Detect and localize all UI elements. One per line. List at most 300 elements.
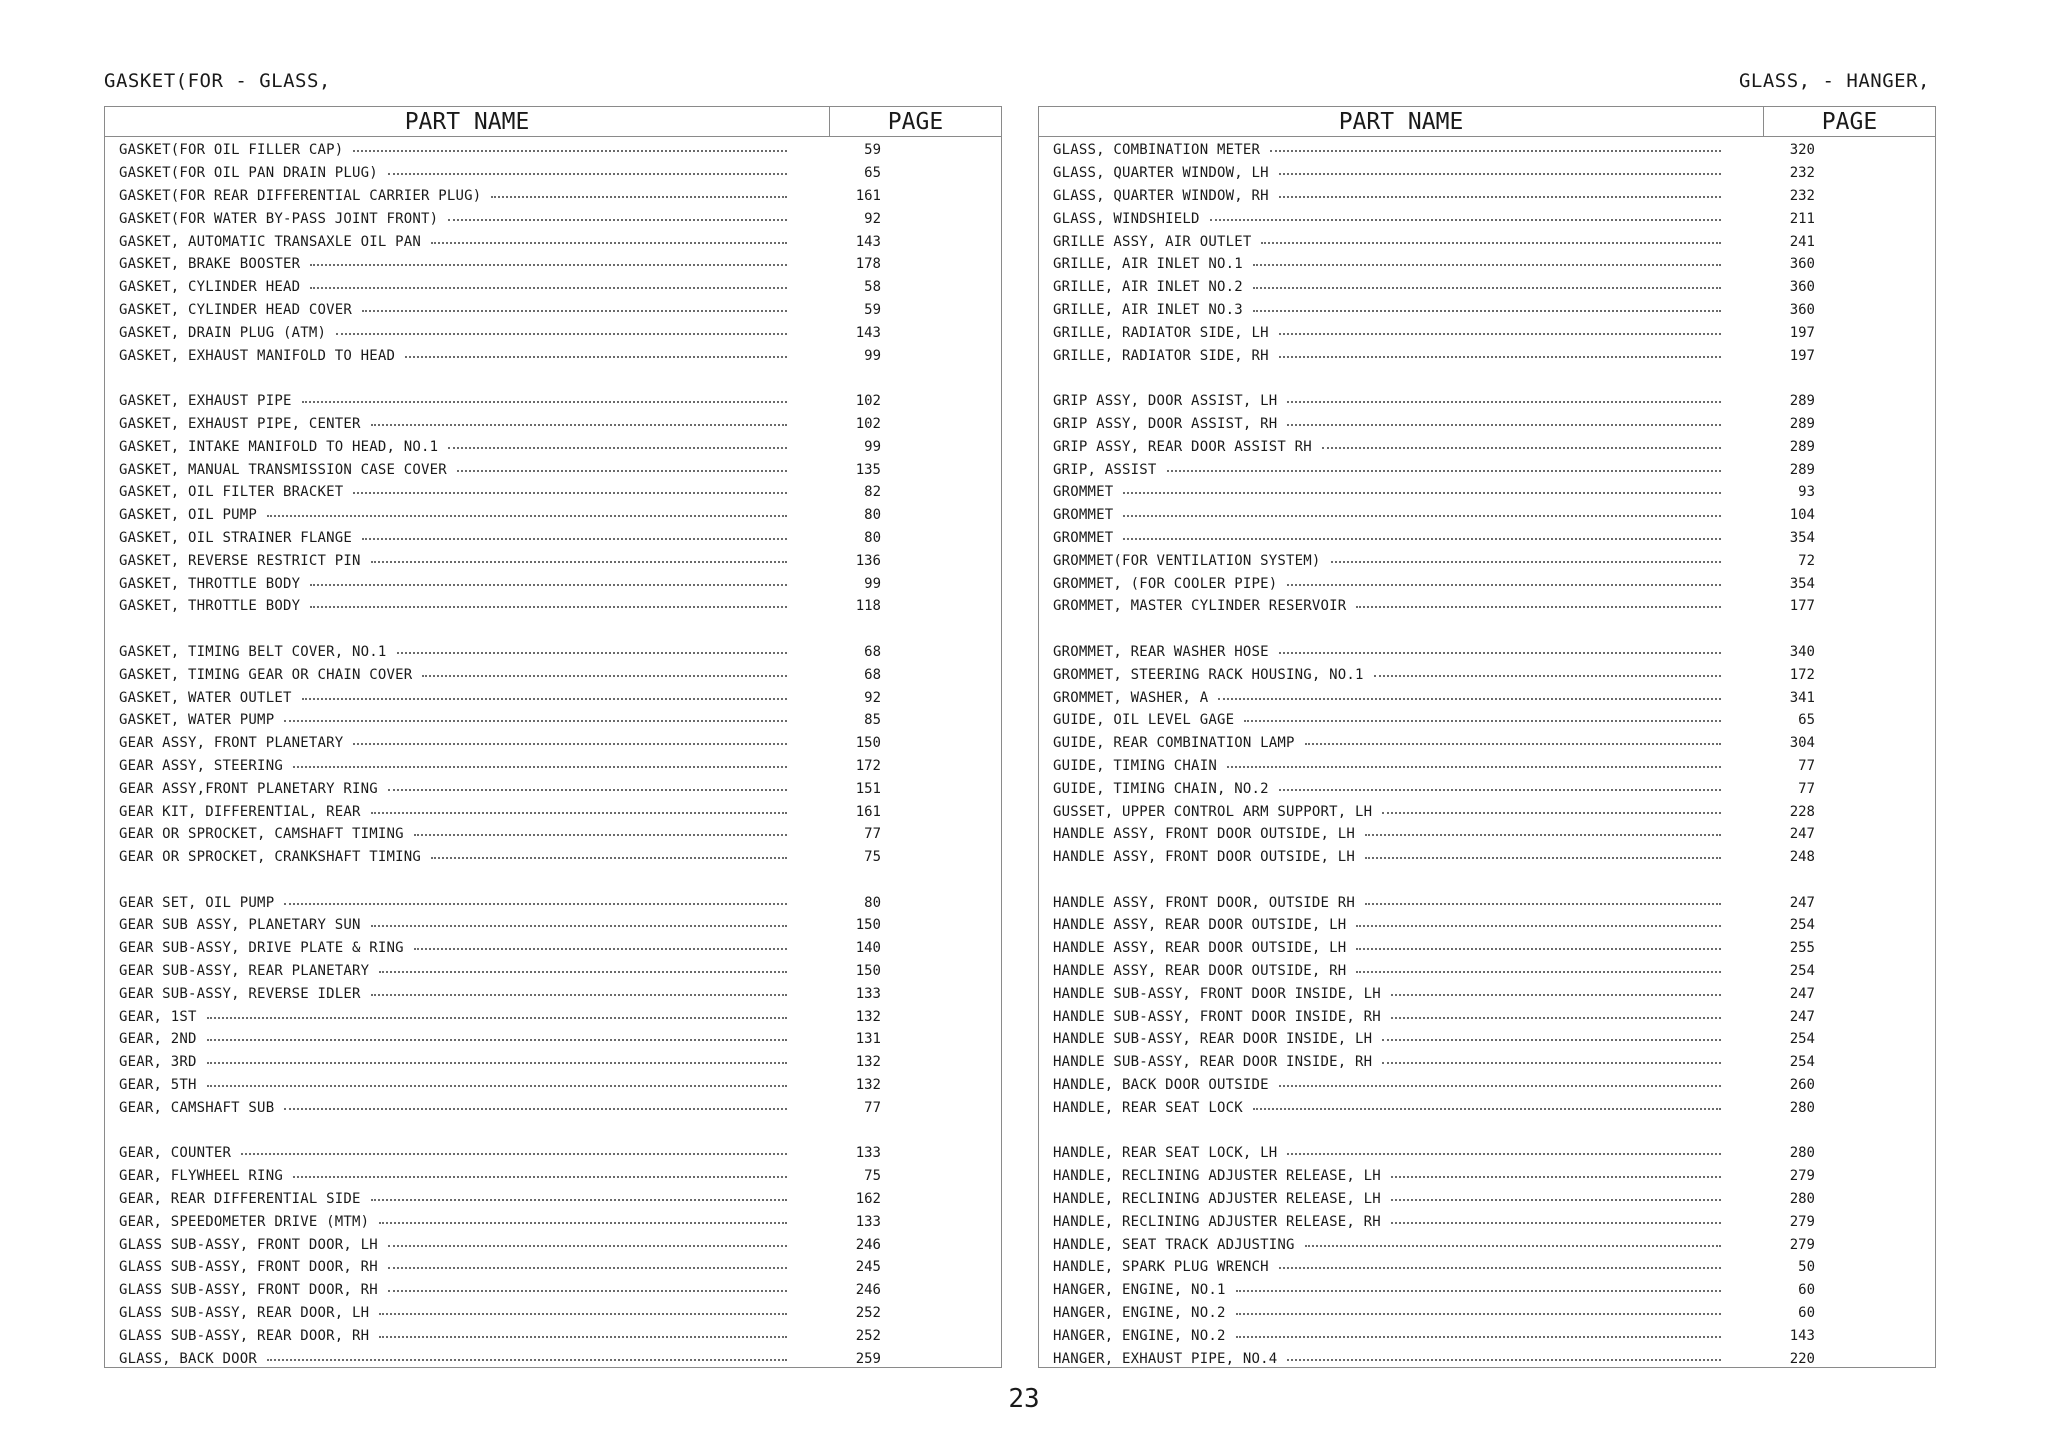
- dot-leader: [267, 515, 787, 517]
- part-name: GEAR SUB-ASSY, REAR PLANETARY: [119, 963, 370, 980]
- dot-leader: [1305, 743, 1721, 745]
- table-row: [105, 413, 1001, 436]
- part-name: HANGER, ENGINE, NO.2: [1053, 1305, 1226, 1322]
- dot-leader: [379, 971, 787, 973]
- table-row: [105, 1074, 1001, 1097]
- part-name: GLASS, COMBINATION METER: [1053, 142, 1261, 159]
- part-name: GLASS, QUARTER WINDOW, RH: [1053, 187, 1269, 204]
- part-name-cell: [1039, 256, 1721, 272]
- page-ref: 304: [1789, 735, 1815, 752]
- table-body: [105, 137, 1001, 1370]
- page-ref: 150: [855, 917, 881, 934]
- group-spacer: [1039, 1119, 1935, 1142]
- part-name-cell: [1039, 1100, 1721, 1116]
- part-name: GEAR, FLYWHEEL RING: [119, 1168, 283, 1185]
- part-name-cell: [1039, 598, 1721, 614]
- part-name-cell: [105, 416, 787, 432]
- page-ref: 289: [1789, 393, 1815, 410]
- part-name-cell: [105, 1031, 787, 1047]
- part-name: HANDLE SUB-ASSY, FRONT DOOR INSIDE, LH: [1053, 985, 1381, 1002]
- part-name: GEAR SET, OIL PUMP: [119, 894, 275, 911]
- table-row: [105, 937, 1001, 960]
- part-name: GEAR, 1ST: [119, 1008, 197, 1025]
- part-name: HANGER, EXHAUST PIPE, NO.4: [1053, 1350, 1278, 1367]
- page-ref: 211: [1789, 210, 1815, 227]
- table-row: [105, 732, 1001, 755]
- page-ref: 77: [864, 826, 881, 843]
- page-ref: 99: [864, 347, 881, 364]
- dot-leader: [1365, 857, 1721, 859]
- table-row: [1039, 1188, 1935, 1211]
- page-ref: 143: [855, 233, 881, 250]
- page-ref: 172: [1789, 666, 1815, 683]
- part-name-cell: [105, 1259, 787, 1275]
- page-ref: 280: [1789, 1191, 1815, 1208]
- part-name-cell: [105, 1328, 787, 1344]
- part-name-cell: [105, 165, 787, 181]
- page-ref: 360: [1789, 301, 1815, 318]
- part-name-cell: [105, 895, 787, 911]
- table-row: [105, 1302, 1001, 1325]
- page-ref: 247: [1789, 894, 1815, 911]
- column-header-part-name: PART NAME: [105, 107, 830, 136]
- group-spacer: [105, 869, 1001, 892]
- table-row: [105, 185, 1001, 208]
- table-row: [1039, 755, 1935, 778]
- index-table-right: [1038, 106, 1936, 1368]
- table-row: [105, 481, 1001, 504]
- part-name-cell: [1039, 553, 1721, 569]
- part-name: GASKET, WATER PUMP: [119, 712, 275, 729]
- dot-leader: [310, 264, 787, 266]
- part-name-cell: [105, 667, 787, 683]
- part-name: GLASS, QUARTER WINDOW, LH: [1053, 165, 1269, 182]
- dot-leader: [388, 789, 787, 791]
- page-ref: 220: [1789, 1350, 1815, 1367]
- part-name-cell: [105, 576, 787, 592]
- part-name-cell: [1039, 1259, 1721, 1275]
- page-ref: 102: [855, 415, 881, 432]
- page-ref: 85: [864, 712, 881, 729]
- dot-leader: [371, 925, 787, 927]
- dot-leader: [1210, 219, 1721, 221]
- part-name: GRILLE, RADIATOR SIDE, LH: [1053, 324, 1269, 341]
- table-row: [105, 1210, 1001, 1233]
- part-name: GEAR, 3RD: [119, 1054, 197, 1071]
- dot-leader: [1391, 1017, 1721, 1019]
- page-ref: 280: [1789, 1099, 1815, 1116]
- page-ref: 280: [1789, 1145, 1815, 1162]
- dot-leader: [414, 834, 787, 836]
- part-name: HANDLE, BACK DOOR OUTSIDE: [1053, 1077, 1269, 1094]
- dot-leader: [1279, 1085, 1721, 1087]
- page-ref: 245: [855, 1259, 881, 1276]
- part-name-cell: [1039, 234, 1721, 250]
- table-row: [1039, 344, 1935, 367]
- page-ref: 254: [1789, 1054, 1815, 1071]
- table-row: [1039, 1324, 1935, 1347]
- page-ref: 279: [1789, 1168, 1815, 1185]
- part-name: GROMMET, WASHER, A: [1053, 689, 1209, 706]
- part-name: GEAR KIT, DIFFERENTIAL, REAR: [119, 803, 361, 820]
- dot-leader: [1391, 1176, 1721, 1178]
- part-name-cell: [105, 553, 787, 569]
- dot-leader: [207, 1085, 787, 1087]
- dot-leader: [302, 698, 787, 700]
- table-row: [1039, 823, 1935, 846]
- part-name-cell: [105, 1009, 787, 1025]
- dot-leader: [284, 1108, 787, 1110]
- table-row: [1039, 299, 1935, 322]
- part-name: HANDLE ASSY, FRONT DOOR OUTSIDE, LH: [1053, 849, 1356, 866]
- dot-leader: [1253, 264, 1721, 266]
- part-name: GASKET, WATER OUTLET: [119, 689, 292, 706]
- part-name: HANDLE ASSY, FRONT DOOR, OUTSIDE RH: [1053, 894, 1356, 911]
- page-ref: 232: [1789, 165, 1815, 182]
- part-name-cell: [1039, 348, 1721, 364]
- part-name: HANDLE, REAR SEAT LOCK, LH: [1053, 1145, 1278, 1162]
- table-row: [1039, 1256, 1935, 1279]
- column-header-page: PAGE: [1821, 109, 1878, 135]
- part-name: GEAR ASSY, FRONT PLANETARY: [119, 735, 344, 752]
- part-name-cell: [105, 1214, 787, 1230]
- part-name: GUIDE, TIMING CHAIN: [1053, 757, 1217, 774]
- part-name: GUSSET, UPPER CONTROL ARM SUPPORT, LH: [1053, 803, 1373, 820]
- part-name: GASKET, EXHAUST PIPE: [119, 393, 292, 410]
- dot-leader: [371, 994, 787, 996]
- page-ref: 132: [855, 1008, 881, 1025]
- dot-leader: [1279, 196, 1721, 198]
- group-spacer: [105, 618, 1001, 641]
- page-ref: 82: [864, 484, 881, 501]
- part-name: GUIDE, TIMING CHAIN, NO.2: [1053, 780, 1269, 797]
- table-row: [105, 527, 1001, 550]
- part-name-cell: [105, 142, 787, 158]
- table-row: [105, 1188, 1001, 1211]
- part-name-cell: [105, 188, 787, 204]
- dot-leader: [1123, 538, 1721, 540]
- page-ref: 58: [864, 279, 881, 296]
- dot-leader: [362, 538, 787, 540]
- page-ref: 178: [855, 256, 881, 273]
- part-name-cell: [105, 462, 787, 478]
- page-ref: 75: [864, 849, 881, 866]
- page-ref: 354: [1789, 575, 1815, 592]
- part-name: GRILLE, AIR INLET NO.3: [1053, 301, 1243, 318]
- table-row: [1039, 914, 1935, 937]
- dot-leader: [379, 1222, 787, 1224]
- page-ref: 92: [864, 689, 881, 706]
- page-ref: 340: [1789, 643, 1815, 660]
- part-name: GRILLE, AIR INLET NO.2: [1053, 279, 1243, 296]
- dot-leader: [207, 1039, 787, 1041]
- table-row: [1039, 641, 1935, 664]
- table-row: [1039, 435, 1935, 458]
- page-ref: 320: [1789, 142, 1815, 159]
- part-name: GRIP ASSY, DOOR ASSIST, LH: [1053, 393, 1278, 410]
- part-name-cell: [105, 302, 787, 318]
- dot-leader: [1123, 492, 1721, 494]
- page-ref: 80: [864, 529, 881, 546]
- table-row: [1039, 162, 1935, 185]
- part-name-cell: [1039, 302, 1721, 318]
- dot-leader: [293, 1176, 787, 1178]
- page-ref: 279: [1789, 1213, 1815, 1230]
- table-row: [105, 1005, 1001, 1028]
- part-name: GASKET, EXHAUST MANIFOLD TO HEAD: [119, 347, 396, 364]
- index-table-left: [104, 106, 1002, 1368]
- group-spacer: [1039, 618, 1935, 641]
- part-name-cell: [105, 849, 787, 865]
- part-name: GROMMET(FOR VENTILATION SYSTEM): [1053, 552, 1321, 569]
- part-name: GRILLE, AIR INLET NO.1: [1053, 256, 1243, 273]
- part-name-cell: [1039, 667, 1721, 683]
- part-name: GASKET, TIMING GEAR OR CHAIN COVER: [119, 666, 413, 683]
- table-row: [1039, 253, 1935, 276]
- part-name-cell: [105, 325, 787, 341]
- part-name: GASKET(FOR WATER BY-PASS JOINT FRONT): [119, 210, 439, 227]
- dot-leader: [1391, 994, 1721, 996]
- table-row: [1039, 732, 1935, 755]
- page-ref: 140: [855, 940, 881, 957]
- part-name: GLASS SUB-ASSY, FRONT DOOR, RH: [119, 1282, 378, 1299]
- table-row: [1039, 1051, 1935, 1074]
- page-ref: 360: [1789, 279, 1815, 296]
- page-ref: 354: [1789, 529, 1815, 546]
- page-ref: 72: [1798, 552, 1815, 569]
- part-name: HANDLE ASSY, FRONT DOOR OUTSIDE, LH: [1053, 826, 1356, 843]
- part-name: GASKET, REVERSE RESTRICT PIN: [119, 552, 361, 569]
- part-name-cell: [1039, 142, 1721, 158]
- table-row: [105, 823, 1001, 846]
- part-name: GASKET(FOR OIL PAN DRAIN PLUG): [119, 165, 378, 182]
- part-name-cell: [105, 598, 787, 614]
- part-name-cell: [105, 1351, 787, 1367]
- part-name: GROMMET, REAR WASHER HOSE: [1053, 643, 1269, 660]
- running-header-right: GLASS, - HANGER,: [1738, 70, 1930, 92]
- page-ref: 131: [855, 1031, 881, 1048]
- table-row: [105, 663, 1001, 686]
- part-name-cell: [1039, 1351, 1721, 1367]
- table-row: [105, 982, 1001, 1005]
- part-name-cell: [1039, 484, 1721, 500]
- part-name-cell: [1039, 804, 1721, 820]
- part-name: GASKET, AUTOMATIC TRANSAXLE OIL PAN: [119, 233, 422, 250]
- part-name-cell: [105, 758, 787, 774]
- dot-leader: [448, 447, 787, 449]
- part-name-cell: [105, 712, 787, 728]
- page-ref: 260: [1789, 1077, 1815, 1094]
- page-ref: 65: [864, 165, 881, 182]
- dot-leader: [422, 675, 787, 677]
- dot-leader: [1365, 903, 1721, 905]
- page-ref: 93: [1798, 484, 1815, 501]
- page-ref: 197: [1789, 324, 1815, 341]
- part-name: GLASS SUB-ASSY, REAR DOOR, RH: [119, 1327, 370, 1344]
- dot-leader: [284, 903, 787, 905]
- table-row: [105, 1028, 1001, 1051]
- dot-leader: [1236, 1313, 1721, 1315]
- dot-leader: [1382, 1039, 1721, 1041]
- dot-leader: [388, 1245, 787, 1247]
- page-ref: 77: [1798, 757, 1815, 774]
- dot-leader: [1391, 1222, 1721, 1224]
- dot-leader: [1167, 470, 1721, 472]
- table-row: [105, 709, 1001, 732]
- dot-leader: [371, 1199, 787, 1201]
- table-row: [105, 686, 1001, 709]
- part-name: GEAR ASSY, STEERING: [119, 757, 283, 774]
- part-name-cell: [1039, 188, 1721, 204]
- dot-leader: [371, 424, 787, 426]
- part-name: GROMMET: [1053, 507, 1114, 524]
- page-ref: 133: [855, 1145, 881, 1162]
- table-row: [1039, 1165, 1935, 1188]
- dot-leader: [284, 720, 787, 722]
- part-name-cell: [1039, 462, 1721, 478]
- part-name-cell: [1039, 439, 1721, 455]
- part-name-cell: [1039, 393, 1721, 409]
- page-ref: 50: [1798, 1259, 1815, 1276]
- table-row: [105, 1279, 1001, 1302]
- table-row: [105, 846, 1001, 869]
- part-name-cell: [105, 439, 787, 455]
- page-ref: 60: [1798, 1305, 1815, 1322]
- table-row: [105, 1096, 1001, 1119]
- table-row: [1039, 686, 1935, 709]
- dot-leader: [448, 219, 787, 221]
- part-name-cell: [105, 279, 787, 295]
- table-row: [1039, 982, 1935, 1005]
- part-name-cell: [1039, 1191, 1721, 1207]
- dot-leader: [1287, 401, 1721, 403]
- dot-leader: [405, 356, 787, 358]
- part-name: GASKET, CYLINDER HEAD COVER: [119, 301, 352, 318]
- page-ref: 172: [855, 757, 881, 774]
- part-name: HANDLE ASSY, REAR DOOR OUTSIDE, RH: [1053, 963, 1347, 980]
- page-ref: 162: [855, 1191, 881, 1208]
- part-name-cell: [105, 1145, 787, 1161]
- part-name-cell: [105, 826, 787, 842]
- page-ref: 65: [1798, 712, 1815, 729]
- part-name: HANDLE, SEAT TRACK ADJUSTING: [1053, 1236, 1295, 1253]
- part-name-cell: [105, 484, 787, 500]
- part-name-cell: [1039, 917, 1721, 933]
- dot-leader: [1322, 447, 1721, 449]
- dot-leader: [388, 173, 787, 175]
- part-name: GLASS SUB-ASSY, REAR DOOR, LH: [119, 1305, 370, 1322]
- table-row: [1039, 891, 1935, 914]
- part-name-cell: [1039, 279, 1721, 295]
- part-name: HANDLE, SPARK PLUG WRENCH: [1053, 1259, 1269, 1276]
- part-name-cell: [105, 530, 787, 546]
- page-ref: 75: [864, 1168, 881, 1185]
- dot-leader: [397, 652, 788, 654]
- table-row: [105, 344, 1001, 367]
- dot-leader: [379, 1336, 787, 1338]
- table-row: [105, 390, 1001, 413]
- part-name: GASKET, EXHAUST PIPE, CENTER: [119, 415, 361, 432]
- part-name: GASKET, MANUAL TRANSMISSION CASE COVER: [119, 461, 447, 478]
- table-row: [1039, 846, 1935, 869]
- page-ref: 246: [855, 1236, 881, 1253]
- table-row: [1039, 937, 1935, 960]
- page-ref: 246: [855, 1282, 881, 1299]
- part-name: GEAR OR SPROCKET, CRANKSHAFT TIMING: [119, 849, 422, 866]
- dot-leader: [1287, 424, 1721, 426]
- part-name-cell: [105, 1168, 787, 1184]
- part-name: HANDLE, REAR SEAT LOCK: [1053, 1099, 1243, 1116]
- part-name: GROMMET, (FOR COOLER PIPE): [1053, 575, 1278, 592]
- table-body: [1039, 137, 1935, 1370]
- table-row: [1039, 777, 1935, 800]
- table-row: [1039, 1005, 1935, 1028]
- dot-leader: [1356, 971, 1721, 973]
- table-row: [105, 1051, 1001, 1074]
- dot-leader: [1391, 1199, 1721, 1201]
- page-ref: 254: [1789, 917, 1815, 934]
- page-ref: 99: [864, 575, 881, 592]
- dot-leader: [1236, 1290, 1721, 1292]
- page-ref: 360: [1789, 256, 1815, 273]
- part-name: GRIP, ASSIST: [1053, 461, 1157, 478]
- dot-leader: [310, 584, 787, 586]
- table-row: [105, 891, 1001, 914]
- table-row: [1039, 458, 1935, 481]
- dot-leader: [1331, 561, 1722, 563]
- part-name-cell: [1039, 849, 1721, 865]
- page-ref: 136: [855, 552, 881, 569]
- part-name: HANGER, ENGINE, NO.1: [1053, 1282, 1226, 1299]
- dot-leader: [293, 766, 787, 768]
- dot-leader: [1279, 789, 1721, 791]
- part-name: GROMMET: [1053, 484, 1114, 501]
- part-name: HANDLE SUB-ASSY, FRONT DOOR INSIDE, RH: [1053, 1008, 1381, 1025]
- part-name-cell: [1039, 211, 1721, 227]
- dot-leader: [353, 492, 787, 494]
- dot-leader: [1270, 150, 1721, 152]
- dot-leader: [414, 948, 787, 950]
- part-name: GASKET, CYLINDER HEAD: [119, 279, 301, 296]
- page-ref: 279: [1789, 1236, 1815, 1253]
- dot-leader: [362, 310, 787, 312]
- dot-leader: [207, 1017, 787, 1019]
- part-name-cell: [105, 393, 787, 409]
- running-header-left: GASKET(FOR - GLASS,: [104, 70, 331, 92]
- page-ref: 228: [1789, 803, 1815, 820]
- part-name-cell: [1039, 1009, 1721, 1025]
- part-name: GEAR SUB ASSY, PLANETARY SUN: [119, 917, 361, 934]
- part-name: GEAR SUB-ASSY, REVERSE IDLER: [119, 985, 361, 1002]
- part-name: GLASS SUB-ASSY, FRONT DOOR, LH: [119, 1236, 378, 1253]
- part-name: HANDLE, RECLINING ADJUSTER RELEASE, RH: [1053, 1213, 1381, 1230]
- dot-leader: [207, 1062, 787, 1064]
- part-name-cell: [105, 1054, 787, 1070]
- page-ref: 161: [855, 803, 881, 820]
- page-ref: 143: [1789, 1327, 1815, 1344]
- page-ref: 248: [1789, 849, 1815, 866]
- part-name: GEAR, 5TH: [119, 1077, 197, 1094]
- part-name: HANDLE, RECLINING ADJUSTER RELEASE, LH: [1053, 1168, 1381, 1185]
- page-ref: 197: [1789, 347, 1815, 364]
- group-spacer: [105, 367, 1001, 390]
- page-ref: 252: [855, 1327, 881, 1344]
- page-ref: 80: [864, 894, 881, 911]
- table-row: [1039, 1347, 1935, 1370]
- part-name-cell: [105, 986, 787, 1002]
- dot-leader: [1356, 925, 1721, 927]
- part-name-cell: [1039, 758, 1721, 774]
